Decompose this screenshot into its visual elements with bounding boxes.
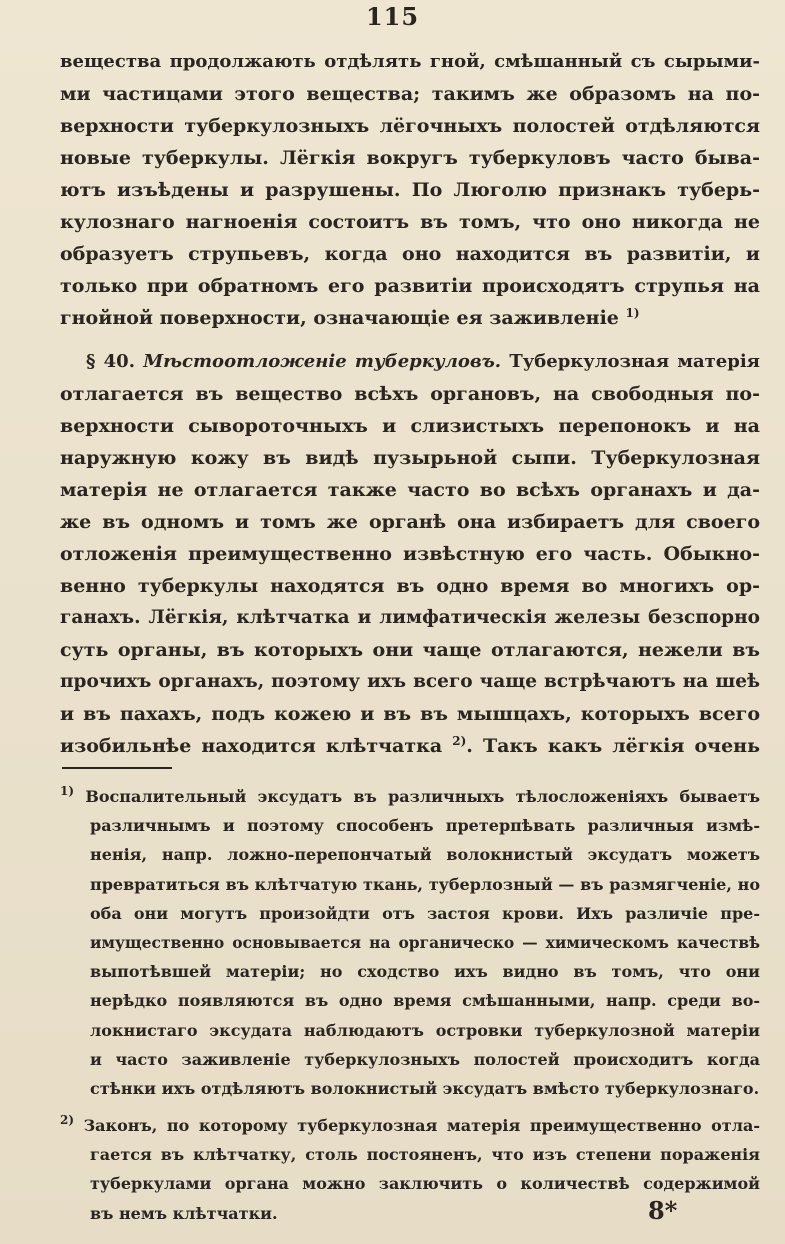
text-fragment: гнойной поверхности, означающіе ея заживленіе (60, 307, 619, 329)
text-line: ютъ изъѣдены и разрушены. По Люголю признакъ туберь- (60, 179, 760, 201)
footnote-line: локнистаго эксудата наблюдаютъ островки туберкулозной матеріи (90, 1020, 760, 1040)
footnote-line: нерѣдко появляются въ одно время смѣшанными, напр. среди во- (90, 991, 760, 1011)
main-text-block (60, 46, 760, 762)
section-heading-line (60, 346, 760, 378)
footnote-marker-1: 1) (60, 784, 75, 798)
text-line: прочихъ органахъ, поэтому ихъ всего чаще встрѣчаютъ на шеѣ (60, 671, 760, 692)
text-line: наружную кожу въ видѣ пузырьной сыпи. Туберкулозная (60, 447, 760, 469)
footnote-separator (62, 767, 172, 769)
footnote-ref-1: 1) (625, 306, 640, 320)
footnote-line: оба они могутъ произойдти отъ застоя крови. Ихъ различіе пре- (90, 903, 760, 923)
section-heading: Мѣстоотложеніе туберкуловъ. (143, 351, 502, 372)
text-line: ганахъ. Лёгкія, клѣтчатка и лимфатическія железы безспорно (60, 607, 760, 628)
footnote-line (60, 1111, 760, 1140)
footnote-line (60, 782, 760, 811)
text-line (60, 302, 760, 334)
text-line: образуетъ струпьевъ, когда оно находится въ развитіи, и (60, 243, 760, 265)
text-line: верхности туберкулозныхъ лёгочныхъ полостей отдѣляются (60, 115, 760, 137)
text-line: и въ пахахъ, подъ кожею и въ въ мышцахъ, которыхъ всего (60, 703, 760, 725)
text-fragment: Законъ, по которому туберкулозная матерія преимущественно отла- (83, 1116, 760, 1136)
text-line: только при обратномъ его развитіи происходятъ струпья на (60, 275, 760, 297)
footnote-line: различнымъ и поэтому способенъ претерпѣвать различныя измѣ- (90, 816, 760, 836)
text-line: новые туберкулы. Лёгкія вокругъ туберкуловъ часто быва- (60, 147, 760, 169)
text-line: венно туберкулы находятся въ одно время во многихъ ор- (60, 575, 760, 597)
text-line: суть органы, въ которыхъ они чаще отлагаются, нежели въ (60, 639, 760, 661)
text-line: вещества продолжають отдѣлять гной, смѣшанный съ сырыми- (60, 51, 760, 72)
footnotes-block (60, 782, 760, 1228)
footnote-line: превратиться въ клѣтчатую ткань, туберлозный — въ размягченіе, но (90, 874, 760, 894)
text-line: отложенія преимущественно извѣстную его часть. Обыкно- (60, 543, 760, 565)
page-number: 115 (365, 2, 420, 31)
text-line: ми частицами этого вещества; такимъ же образомъ на по- (60, 83, 760, 105)
section-number: § 40. (86, 351, 135, 372)
text-line: отлагается въ вещество всѣхъ органовъ, на свободныя по- (60, 383, 760, 405)
text-line: кулознаго нагноенія состоитъ въ томъ, что оно никогда не (60, 211, 760, 233)
footnote-ref-2: 2) (452, 734, 467, 748)
text-fragment: Туберкулозная матерія (509, 351, 760, 372)
footnote-line: гается въ клѣтчатку, столь постояненъ, что изъ степени пораженія (90, 1145, 760, 1165)
footnote-line: стѣнки ихъ отдѣляютъ волокнистый эксудатъ вмѣсто туберкулознаго. (90, 1078, 760, 1098)
text-line: же въ одномъ и томъ же органѣ она избираетъ для своего (60, 511, 760, 533)
footnote-line: туберкулами органа можно заключить о количествѣ содержимой (90, 1174, 760, 1194)
text-line: матерія не отлагается также часто во всѣхъ органахъ и да- (60, 479, 760, 501)
text-fragment: Воспалительный эксудатъ въ различныхъ тѣлосложеніяхъ бываетъ (85, 787, 760, 806)
footnote-marker-2: 2) (60, 1113, 75, 1128)
footnote-line: имущественно основывается на органическо — химическомъ качествѣ (90, 932, 760, 952)
footnote-line: выпотѣвшей матеріи; но сходство ихъ видно въ томъ, что они (90, 962, 760, 982)
footnote-1 (60, 782, 760, 1103)
footnote-line: въ немъ клѣтчатки. (90, 1203, 278, 1223)
text-line: верхности сывороточныхъ и слизистыхъ перепонокъ и на (60, 415, 760, 437)
paragraph-2 (60, 346, 760, 762)
signature-mark: 8* (648, 1196, 678, 1225)
text-fragment: . Такъ какъ лёгкія очень (466, 735, 760, 757)
paragraph-1 (60, 46, 760, 334)
footnote-line: и часто заживленіе туберкулозныхъ полостей происходитъ когда (90, 1049, 760, 1069)
text-line (60, 730, 760, 762)
text-fragment: изобильнѣе находится клѣтчатка (60, 735, 443, 757)
footnote-line: ненія, напр. ложно-перепончатый волокнистый эксудатъ можетъ (90, 845, 760, 865)
